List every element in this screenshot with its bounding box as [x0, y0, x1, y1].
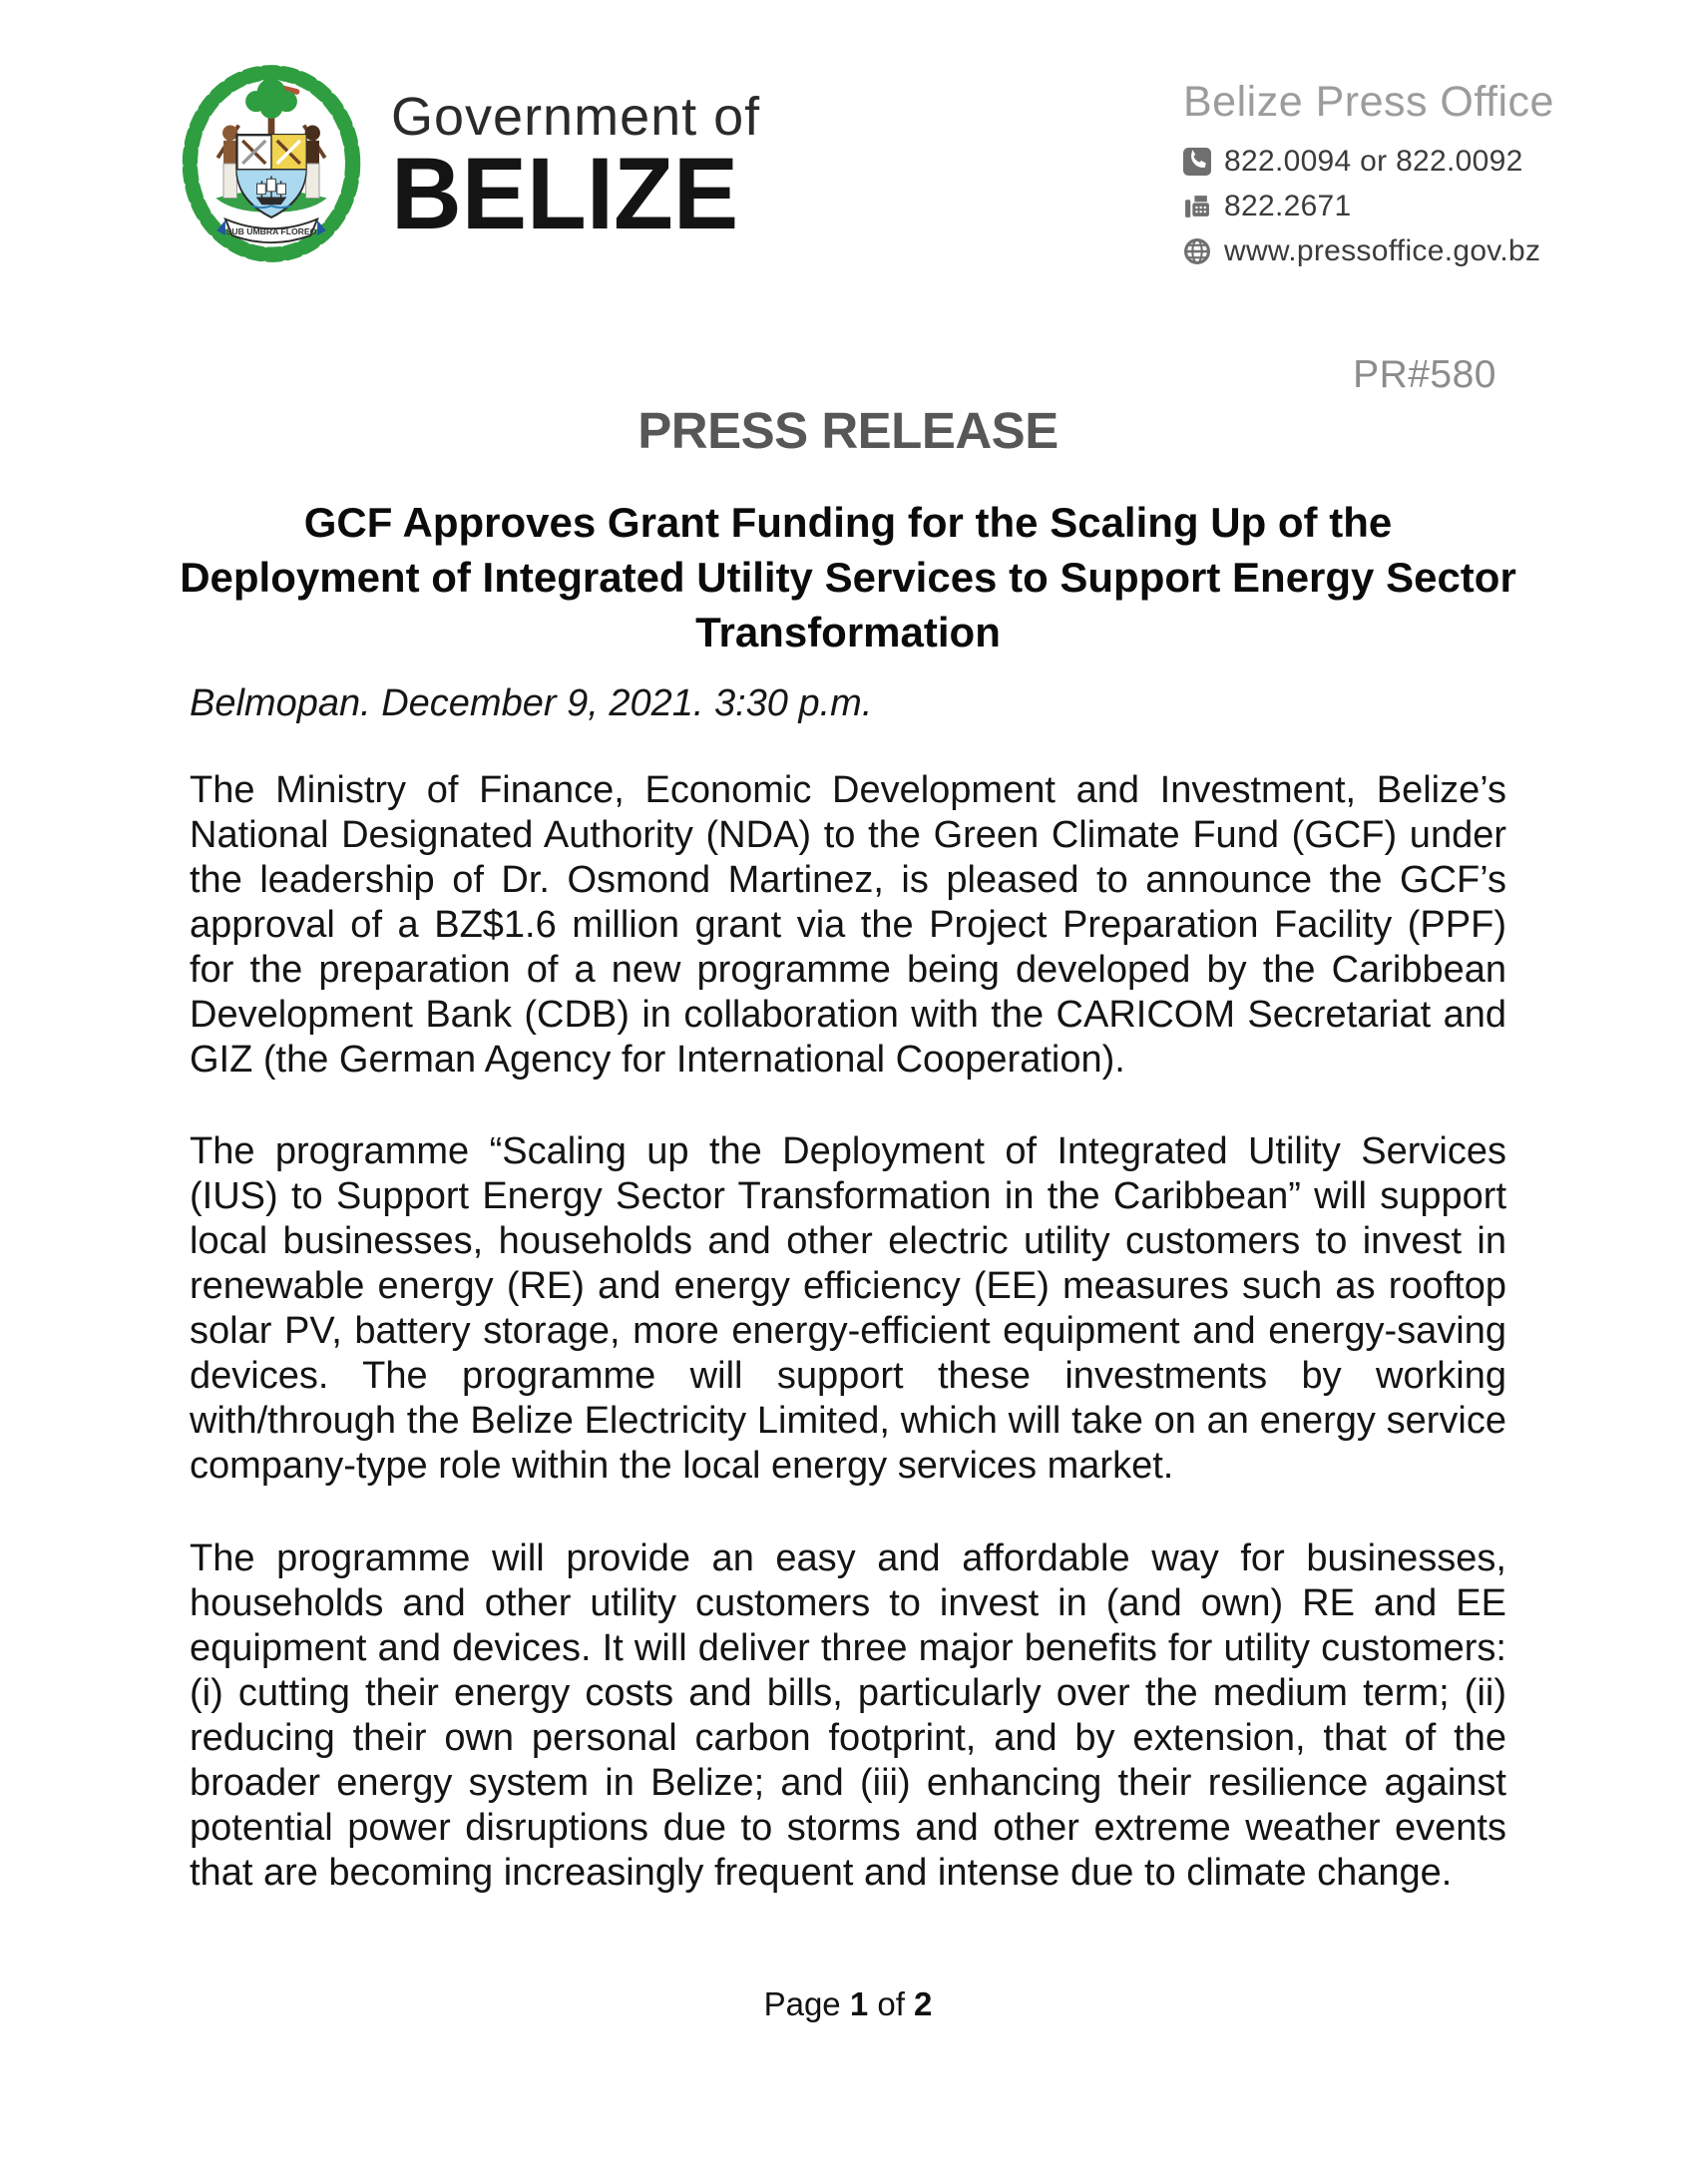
- pr-number: PR#580: [1353, 353, 1496, 396]
- page-total: 2: [914, 1985, 933, 2022]
- dateline: Belmopan. December 9, 2021. 3:30 p.m.: [190, 682, 873, 724]
- press-office-title: Belize Press Office: [1183, 78, 1554, 126]
- government-of-belize-wordmark: [391, 87, 761, 250]
- phone-numbers: 822.0094 or 822.0092: [1224, 145, 1523, 178]
- page-current: 1: [849, 1985, 869, 2022]
- headline: GCF Approves Grant Funding for the Scaling Up of the Deployment of Integrated Utility Services to Support Energy Sector Transformation: [180, 499, 1516, 655]
- website-url: www.pressoffice.gov.bz: [1224, 234, 1541, 267]
- wordmark-belize: BELIZE: [391, 137, 739, 250]
- body-paragraph-2: The programme “Scaling up the Deployment of Integrated Utility Services (IUS) to Support Energy Sector Transformation in the Caribbean” will support local businesses, households and other electric utility customers to invest in renewable energy (RE) and energy efficiency (EE) measures such as rooftop solar PV, battery storage, more energy-efficient equipment and energy-saving devices. The programme will support these investments by working with/through the Belize Electricity Limited, which will take on an energy service company-type role within the local energy services market.: [190, 1130, 1506, 1487]
- press-release-title: PRESS RELEASE: [637, 402, 1059, 459]
- belize-coat-of-arms-icon: [176, 62, 367, 263]
- press-office-contact-block: [1183, 78, 1602, 279]
- page-number-footer: [0, 1985, 1696, 2023]
- page-word: Page: [763, 1985, 850, 2022]
- body-paragraph-3: The programme will provide an easy and affordable way for businesses, households and other utility customers to invest in (and own) RE and EE equipment and devices. It will deliver three major benefits for utility customers: (i) cutting their energy costs and bills, particularly over the medium term; (ii) reducing their own personal carbon footprint, and by extension, that of the broader energy system in Belize; and (iii) enhancing their resilience against potential power disruptions due to storms and other extreme weather events that are becoming increasingly frequent and intense due to climate change.: [190, 1537, 1506, 1894]
- phone-icon: [1183, 148, 1211, 176]
- fax-number: 822.2671: [1224, 190, 1352, 222]
- fax-icon: [1183, 193, 1211, 220]
- wordmark-government-of: Government of: [391, 87, 761, 147]
- of-word: of: [868, 1985, 915, 2022]
- phone-row: [1183, 145, 1602, 179]
- fax-row: [1183, 190, 1602, 223]
- crest-motto-text: SUB UMBRA FLOREO: [225, 226, 317, 237]
- website-row: [1183, 234, 1602, 268]
- body-paragraph-1: The Ministry of Finance, Economic Development and Investment, Belize’s National Designated Authority (NDA) to the Green Climate Fund (GCF) under the leadership of Dr. Osmond Martinez, is pleased to announce the GCF’s approval of a BZ$1.6 million grant via the Project Preparation Facility (PPF) for the preparation of a new programme being developed by the Caribbean Development Bank (CDB) in collaboration with the CARICOM Secretariat and GIZ (the German Agency for International Cooperation).: [190, 769, 1506, 1081]
- globe-icon: [1183, 237, 1211, 265]
